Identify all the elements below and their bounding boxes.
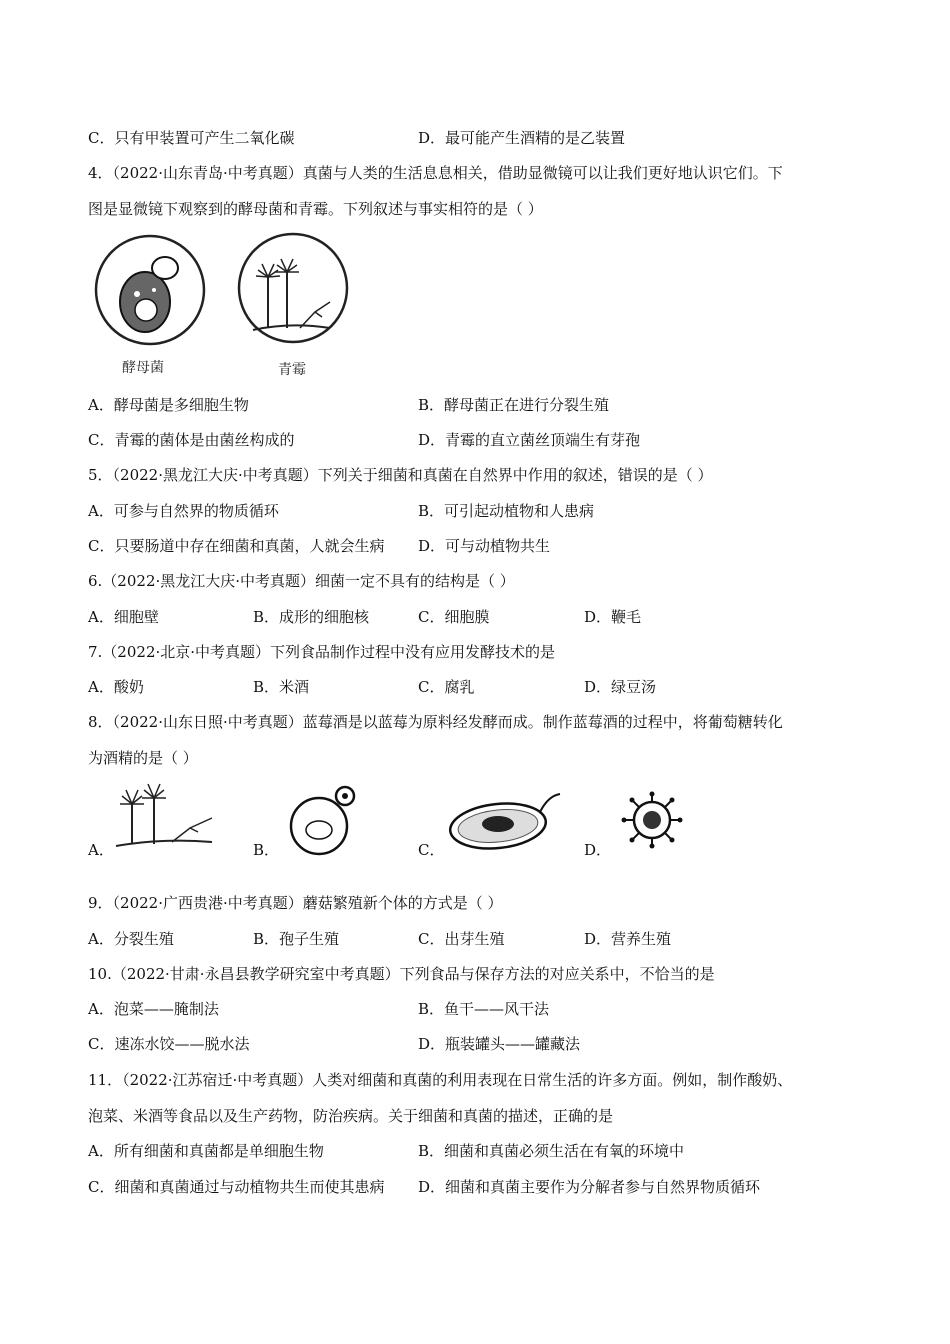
q4-option-a: A．酵母菌是多细胞生物 xyxy=(88,396,249,414)
q11-option-c: C．细菌和真菌通过与动植物共生而使其患病 xyxy=(88,1178,385,1196)
q3-option-d: D．最可能产生酒精的是乙装置 xyxy=(418,129,626,147)
q8-option-c-bacterium-icon xyxy=(448,790,566,858)
q6-option-a: A．细胞壁 xyxy=(88,608,159,626)
q3-option-c: C．只有甲装置可产生二氧化碳 xyxy=(88,129,295,147)
yeast-illustration xyxy=(96,236,204,344)
q7-option-d: D．绿豆汤 xyxy=(584,678,657,696)
yeast-label: 酵母菌 xyxy=(122,360,164,376)
q4-option-b: B．酵母菌正在进行分裂生殖 xyxy=(418,396,610,414)
q11-option-a: A．所有细菌和真菌都是单细胞生物 xyxy=(88,1142,324,1160)
q9-option-b: B．孢子生殖 xyxy=(253,930,340,948)
q8-stem-line2: 为酒精的是（ ） xyxy=(88,749,198,767)
q5-stem: 5．（2022·黑龙江大庆·中考真题）下列关于细菌和真菌在自然界中作用的叙述，错误的是（ ） xyxy=(88,466,713,484)
q9-option-a: A．分裂生殖 xyxy=(88,930,174,948)
q9-option-c: C．出芽生殖 xyxy=(418,930,505,948)
q11-stem-line1: 11．（2022·江苏宿迁·中考真题）人类对细菌和真菌的利用表现在日常生活的许多方面。例如，制作酸奶、 xyxy=(88,1071,793,1089)
q10-option-c: C．速冻水饺——脱水法 xyxy=(88,1035,250,1053)
q11-option-d: D．细菌和真菌主要作为分解者参与自然界物质循环 xyxy=(418,1178,761,1196)
q5-option-b: B．可引起动植物和人患病 xyxy=(418,502,595,520)
q8-option-a: A． xyxy=(88,841,114,859)
penicillium-illustration xyxy=(239,234,347,342)
q10-option-b: B．鱼干——风干法 xyxy=(418,1000,550,1018)
q11-stem-line2: 泡菜、米酒等食品以及生产药物，防治疾病。关于细菌和真菌的描述，正确的是 xyxy=(88,1107,614,1125)
q6-option-c: C．细胞膜 xyxy=(418,608,490,626)
q10-option-d: D．瓶装罐头——罐藏法 xyxy=(418,1035,581,1053)
q8-option-c: C． xyxy=(418,841,445,859)
q5-option-a: A．可参与自然界的物质循环 xyxy=(88,502,279,520)
q5-option-d: D．可与动植物共生 xyxy=(418,537,551,555)
q8-option-d: D． xyxy=(584,841,612,859)
q4-option-d: D．青霉的直立菌丝顶端生有芽孢 xyxy=(418,431,641,449)
q9-option-d: D．营养生殖 xyxy=(584,930,672,948)
q6-option-b: B．成形的细胞核 xyxy=(253,608,370,626)
q8-option-a-penicillium-icon xyxy=(112,782,220,858)
q4-option-c: C．青霉的菌体是由菌丝构成的 xyxy=(88,431,295,449)
q4-stem-line2: 图是显微镜下观察到的酵母菌和青霉。下列叙述与事实相符的是（ ） xyxy=(88,200,543,218)
q4-stem-line1: 4．（2022·山东青岛·中考真题）真菌与人类的生活息息相关，借助显微镜可以让我们更好地认识它们。下 xyxy=(88,164,783,182)
q10-option-a: A．泡菜——腌制法 xyxy=(88,1000,219,1018)
q8-option-d-virus-icon xyxy=(612,790,692,854)
q8-option-b-yeast-icon xyxy=(283,782,363,862)
q8-option-b: B． xyxy=(253,841,280,859)
q7-option-a: A．酸奶 xyxy=(88,678,144,696)
q4-figure xyxy=(90,232,360,386)
q9-stem: 9．（2022·广西贵港·中考真题）蘑菇繁殖新个体的方式是（ ） xyxy=(88,894,503,912)
q7-option-b: B．米酒 xyxy=(253,678,310,696)
q6-stem: 6.（2022·黑龙江大庆·中考真题）细菌一定不具有的结构是（ ） xyxy=(88,572,515,590)
q11-option-b: B．细菌和真菌必须生活在有氧的环境中 xyxy=(418,1142,685,1160)
penicillium-label: 青霉 xyxy=(278,362,306,378)
q6-option-d: D．鞭毛 xyxy=(584,608,642,626)
q5-option-c: C．只要肠道中存在细菌和真菌，人就会生病 xyxy=(88,537,385,555)
q7-option-c: C．腐乳 xyxy=(418,678,475,696)
q7-stem: 7.（2022·北京·中考真题）下列食品制作过程中没有应用发酵技术的是 xyxy=(88,643,556,661)
q10-stem: 10.（2022·甘肃·永昌县教学研究室中考真题）下列食品与保存方法的对应关系中，不恰当的是 xyxy=(88,965,715,983)
q8-stem-line1: 8．（2022·山东日照·中考真题）蓝莓酒是以蓝莓为原料经发酵而成。制作蓝莓酒的过程中，将葡萄糖转化 xyxy=(88,713,783,731)
